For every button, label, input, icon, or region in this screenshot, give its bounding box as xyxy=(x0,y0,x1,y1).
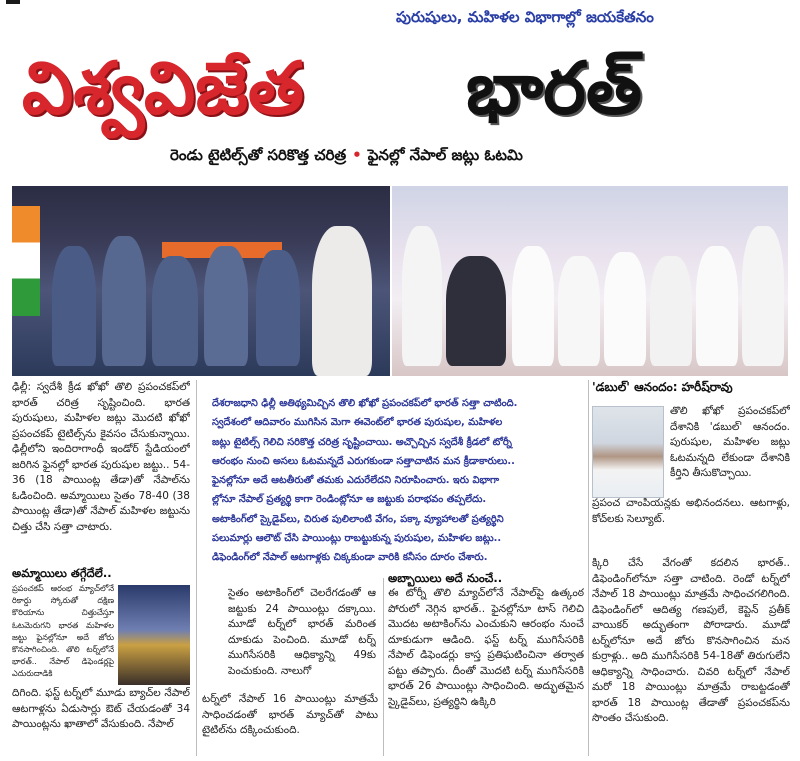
column-rule xyxy=(196,380,197,756)
sidebar-quote-continued xyxy=(592,496,790,527)
player-figure xyxy=(512,246,554,366)
deck-separator: • xyxy=(352,146,362,164)
callout-line: ల్లోనూ నేపాల్ ప్రత్యర్థి కాగా రెండింట్లోనూ ఆ జట్టుకు పరాభవం తప్పలేదు. xyxy=(212,494,487,506)
sidebar-title: 'డబుల్' ఆనందం: హరీష్‌రావు xyxy=(592,380,733,394)
official-figure xyxy=(446,256,506,366)
kicker-line: పురుషులు, మహిళల విభాగాల్లో జయకేతనం xyxy=(396,8,654,26)
trophy-photo xyxy=(118,585,190,685)
deck-left: రెండు టైటిల్స్‌తో సరికొత్త చరిత్ర xyxy=(170,146,347,164)
callout-line: ఫైనల్లోనూ అదే ఆటతీరుతో తమకు ఎదురేలేదని నిరూపించారు. ఇరు విభాగా xyxy=(212,475,500,487)
indian-flag-image xyxy=(12,206,40,316)
callout-line: డిఫెండింగ్‌లో నేపాల్ ఆటగాళ్లకు చిక్కకుండా వారికి కనీసం దూరం చేశారు. xyxy=(212,552,488,564)
article-paragraph: దిగింది. ఫస్ట్ టర్న్‌లో మూడు బ్యాచ్‌ల నేపాల్ ఆటగాళ్లను ఏడుసార్లు ఔట్ చేయడంతో 34 పాయింట్లను ఖాతాలో వేసుకుంది. నేపాల్ xyxy=(12,687,190,730)
article-paragraph: ప్రపంచకప్ ఆరంభ మ్యాచ్‌లోనే రికార్డు స్కోరుతో దక్షిణ కొరియాను చిత్తుచేస్తూ ఓటమెరుగని భారత మహిళల జట్టు ఫైనల్లోనూ అదే జోరు కొనసాగించింది. తొలి టర్న్‌లోనే భారత్.. నేపాల్ డిఫెండర్లపై ఎదురుదాడికి xyxy=(12,583,114,679)
article-col-4 xyxy=(592,556,790,727)
article-paragraph: ప్రపంచ చాంపియన్లకు అభినందనలు. ఆటగాళ్లు, కోచ్‌లకు సెల్యూట్. xyxy=(592,497,790,525)
article-paragraph: సైతం అటాకింగ్‌లో చెలరేగడంతో ఆ జట్టుకు 24 పాయింట్లు దక్కాయి. మూడో టర్న్‌లో భారత్ మరింత దూకుడు పెంచింది. మూడో టర్న్ ముగిసేసరికి ఆధిక్యాన్ని 49కు పెంచుకుంది. నాలుగో xyxy=(228,587,376,677)
callout-line: జట్లు టైటిల్స్ గెలిచి సరికొత్త చరిత్ర సృష్టించాయి. అచ్చొచ్చిన స్వదేశీ క్రీడలో టోర్నీ xyxy=(212,436,512,448)
deck-line xyxy=(170,146,790,172)
player-figure xyxy=(402,226,442,366)
deck-right: ఫైనల్లో నేపాల్ జట్లు ఓటమి xyxy=(367,146,523,164)
highlight-callout xyxy=(202,382,586,574)
article-paragraph: ఢిల్లీ: స్వదేశీ క్రీడ ఖోఖో తొలి ప్రపంచకప్‌లో భారత్ చరిత్ర సృష్టించింది. భారత పురుషులు, మహిళల జట్లు మొదటి ఖోఖో ప్రపంచకప్ టైటిల్స్‌ను కైవసం చేసుకున్నాయి. ఢిల్లీలోని ఇందిరాగాంధీ ఇండోర్ స్టేడియంలో జరిగిన ఫైనల్లో భారత పురుషుల జట్టు.. 54-36 (18 పాయింట్ల తేడా)తో నేపాల్‌ను ఓడించింది. అమ్మాయిలు సైతం 78-40 (38 పాయింట్ల తేడా)తో నేపాల్ మహిళల జట్టును చిత్తు చేసి సత్తా చాటారు. xyxy=(12,381,190,533)
player-figure xyxy=(204,246,248,366)
article-col-1-narrow xyxy=(12,582,114,680)
article-paragraph: క్కిరి చేసే వేగంతో కదలిన భారత్.. డిఫెండింగ్‌లోనూ సత్తా చాటింది. రెండో టర్న్‌లో నేపాల్ 18 పాయింట్లు మాత్రమే సాధించగలిగింది. డిఫెండింగ్‌లో ఆదిత్య గణపులే, కెప్టెన్ ప్రతీక్ వాయికర్ అద్భుతంగా పోరాడారు. మూడో టర్న్‌లోనూ అదే జోరు కొనసాగించిన మన కుర్రాళ్లు.. అది ముగిసేసరికి 54-18తో తిరుగులేని ఆధిక్యాన్ని సాధించారు. చివరి టర్న్‌లో నేపాల్ మరో 18 పాయింట్లు మాత్రమే రాబట్టడంతో భారత్ 18 పాయింట్ల తేడాతో ప్రపంచకప్‌ను సొంతం చేసుకుంది. xyxy=(592,557,790,724)
player-figure xyxy=(604,252,646,366)
player-figure xyxy=(256,250,300,366)
headline-red: విశ్వవిజేత xyxy=(22,45,304,130)
subhead-men: అబ్బాయిలు అదే నుంచే.. xyxy=(388,571,503,585)
page-top-mark xyxy=(6,0,20,4)
player-figure xyxy=(742,226,784,366)
headline-black: భారత్ xyxy=(466,45,642,130)
player-figure xyxy=(102,236,146,366)
article-col-1 xyxy=(12,380,190,535)
photo-men-team xyxy=(12,186,390,376)
callout-line: పలుమార్లు ఆలౌట్ చేసి పాయింట్లు రాబట్టుకున్న పురుషుల, మహిళల జట్లు.. xyxy=(212,533,502,545)
callout-line: దేశరాజధాని ఢిల్లీ ఆతిథ్యమిచ్చిన తొలి ఖోఖో ప్రపంచకప్‌లో భారత్ సత్తా చాటింది. xyxy=(212,398,518,409)
sidebar-quote xyxy=(670,404,790,482)
player-figure xyxy=(558,256,600,366)
article-paragraph: తొలి ఖోఖో ప్రపంచకప్‌లో దేశానికి 'డబుల్' ఆనందం. పురుషుల, మహిళల జట్లు ఓటమన్నది లేకుండా దేశానికి కీర్తిని తీసుకొచ్చాయి. xyxy=(670,405,790,479)
player-figure xyxy=(152,256,198,366)
callout-line: స్వదేశంలో ఆదివారం ముగిసిన మెగా ఈవెంట్‌లో భారత పురుషుల, మహిళల xyxy=(212,417,503,429)
column-rule xyxy=(383,578,384,756)
harish-rao-portrait xyxy=(592,406,664,498)
player-figure xyxy=(650,256,692,366)
subhead-women: అమ్మాయిలు తగ్గేదేలే.. xyxy=(12,566,112,580)
callout-line: అటాకింగ్‌లో స్కైడైవ్‌లు, చిరుత పులిలాంటి వేగం, పక్కా వ్యూహాలతో ప్రత్యర్థిని xyxy=(212,513,504,525)
player-figure xyxy=(52,246,96,366)
article-paragraph: టర్న్‌లో నేపాల్ 16 పాయింట్లు మాత్రమే సాధించడంతో భారత్ మ్యాచ్‌తో పాటు టైటిల్‌ను దక్కించుకుంది. xyxy=(202,693,378,736)
article-paragraph: ఈ టోర్నీ తొలి మ్యాచ్‌లోనే నేపాల్‌పై ఉత్కంఠ పోరులో నెగ్గిన భారత్.. ఫైనల్లోనూ టాస్ గెలిచి మొదట అటాకింగ్‌ను ఎంచుకుని ఆరంభం నుంచే దూకుడుగా ఆడింది. ఫస్ట్ టర్న్ ముగిసేసరికి నేపాల్ డిఫెండర్లు కాస్త ప్రతిఘటించినా తర్వాత పట్టు తప్పారు. దీంతో మొదటి టర్న్ ముగిసేసరికి భారత్ 26 పాయింట్లు సాధించింది. అద్భుతమైన స్కైడైవ్‌లు, ప్రత్యర్థిని ఉక్కిరి xyxy=(388,587,584,708)
article-col-3 xyxy=(388,586,584,710)
player-figure xyxy=(696,246,738,366)
column-rule xyxy=(588,380,589,756)
article-col-2-bottom xyxy=(202,692,378,739)
callout-line: ఆరంభం నుంచి అసలు ఓటమన్నదే ఎరుగకుండా సత్తాచాటిన మన క్రీడాకారులు.. xyxy=(212,455,515,467)
photo-women-team xyxy=(392,186,788,376)
article-col-2 xyxy=(228,586,376,679)
coach-figure xyxy=(312,226,372,376)
article-col-1-bottom xyxy=(12,686,190,733)
